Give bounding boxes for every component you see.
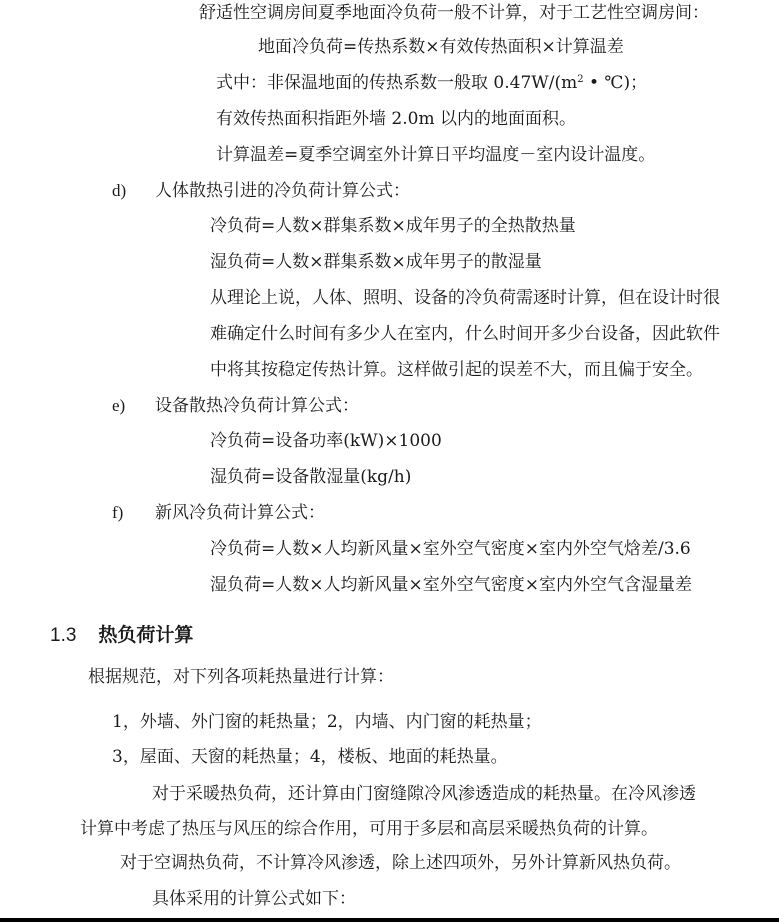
item-d-cool-formula: 冷负荷=人数×群集系数×成年男子的全热散热量 — [210, 216, 576, 236]
floor-area-definition: 有效传热面积指距外墙 2.0m 以内的地面面积。 — [216, 109, 576, 129]
item-d-title: 人体散热引进的冷负荷计算公式： — [155, 181, 410, 201]
heating-paragraph-line-2: 计算中考虑了热压与风压的综合作用，可用于多层和高层采暖热负荷的计算。 — [80, 819, 658, 839]
list-line-1: 1，外墙、外门窗的耗热量；2，内墙、内门窗的耗热量； — [112, 712, 542, 732]
item-e-title: 设备散热冷负荷计算公式： — [155, 396, 359, 416]
floor-coefficient-line — [216, 72, 647, 94]
floor-temp-definition: 计算温差=夏季空调室外计算日平均温度－室内设计温度。 — [216, 145, 656, 165]
item-d-marker: d) — [112, 181, 127, 200]
item-f-cool-formula: 冷负荷=人数×人均新风量×室外空气密度×室内外空气焓差/3.6 — [210, 539, 691, 559]
section-title: 热负荷计算 — [98, 624, 194, 646]
heating-paragraph-line-1: 对于采暖热负荷，还计算由门窗缝隙冷风渗透造成的耗热量。在冷风渗透 — [152, 784, 696, 804]
list-line-2: 3，屋面、天窗的耗热量；4，楼板、地面的耗热量。 — [112, 747, 508, 767]
item-d-note-line-2: 难确定什么时间有多少人在室内，什么时间开多少台设备，因此软件 — [210, 324, 720, 344]
floor-intro: 舒适性空调房间夏季地面冷负荷一般不计算，对于工艺性空调房间： — [199, 3, 709, 23]
item-e-wet-formula: 湿负荷=设备散湿量(kg/h) — [210, 467, 412, 487]
formula-intro: 具体采用的计算公式如下： — [152, 889, 356, 909]
section-heading — [50, 623, 193, 648]
item-f-wet-formula: 湿负荷=人数×人均新风量×室外空气密度×室内外空气含湿量差 — [210, 575, 692, 595]
body-intro: 根据规范，对下列各项耗热量进行计算： — [88, 667, 394, 687]
item-e-cool-formula: 冷负荷=设备功率(kW)×1000 — [210, 431, 442, 451]
item-e-marker: e) — [112, 396, 126, 415]
page-bottom-border — [0, 918, 779, 922]
item-d-note-line-1: 从理论上说，人体、照明、设备的冷负荷需逐时计算，但在设计时很 — [210, 288, 720, 308]
coef-prefix: 式中：非保温地面的传热系数一般取 0.47W/(m — [216, 73, 578, 93]
floor-formula: 地面冷负荷=传热系数×有效传热面积×计算温差 — [258, 37, 624, 57]
item-d-note-line-3: 中将其按稳定传热计算。这样做引起的误差不大，而且偏于安全。 — [210, 360, 703, 380]
item-d-wet-formula: 湿负荷=人数×群集系数×成年男子的散湿量 — [210, 252, 542, 272]
ac-paragraph: 对于空调热负荷，不计算冷风渗透，除上述四项外，另外计算新风热负荷。 — [120, 853, 681, 873]
section-number: 1.3 — [50, 625, 77, 646]
item-f-title: 新风冷负荷计算公式： — [155, 503, 325, 523]
item-f-marker: f) — [112, 503, 124, 522]
coef-suffix: • ℃)； — [583, 73, 648, 93]
coef-superscript: 2 — [577, 74, 584, 85]
